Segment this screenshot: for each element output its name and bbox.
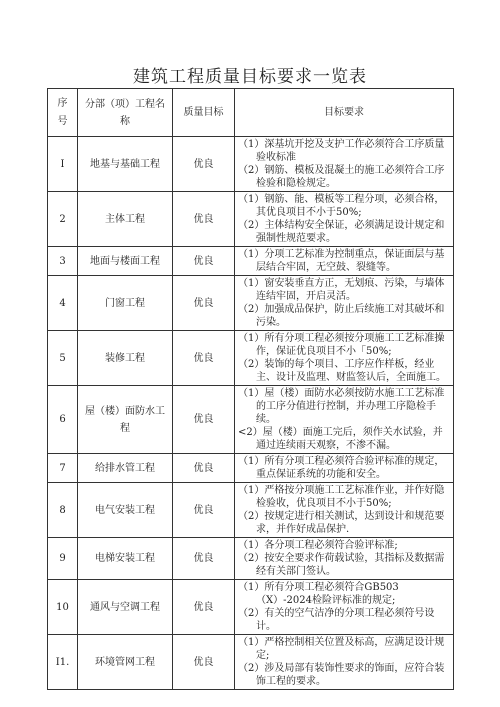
row-number: 2	[48, 192, 78, 247]
quality-goal: 优良	[173, 580, 235, 635]
table-row	[48, 276, 454, 331]
requirement-item: （2）主体结构安全保证，必须满足设计规定和强制性规范要求。	[238, 220, 445, 244]
quality-goals-table	[47, 88, 454, 690]
requirement-item: （1）屋（楼）面防水必须按防水施工工艺标准的工序分值进行控制，并办理工序隐检手续。	[238, 388, 445, 425]
requirement-item: （1）深基坑开挖及支护工作必须符合工序质量验收标准	[238, 139, 445, 163]
requirements-cell	[235, 331, 454, 386]
table-row	[48, 247, 454, 276]
quality-goal: 优良	[173, 247, 235, 276]
requirement-item: （2）按规定进行相关测试，达到设计和规范要求，并作好成品保护.	[238, 511, 445, 535]
page-title: 建筑工程质量目标要求一览表	[133, 67, 367, 87]
quality-goal: 优良	[173, 454, 235, 483]
requirement-item: （1）所有分项工程必须按分项施工工艺标准操作，保证优良项目不小「50%;	[238, 333, 445, 357]
requirement-item: <2）屋（楼）面施工完后，须作关水试验，并通过连续雨天观察，不渗不漏。	[238, 427, 443, 451]
requirements-cell	[235, 276, 454, 331]
row-number: 7	[48, 454, 78, 483]
requirement-item: （1）分项工艺标准为控制重点，保证面层与基层结合牢固，无空鼓、裂缝等。	[238, 249, 445, 273]
header-part: 分部（项）工程名称	[78, 89, 173, 137]
part-name: 主体工程	[78, 192, 173, 247]
header-no: 序号	[48, 89, 78, 137]
quality-goal: 优良	[173, 538, 235, 580]
quality-goal: 优良	[173, 276, 235, 331]
table-row	[48, 580, 454, 635]
row-number: I	[48, 137, 78, 192]
row-number: 5	[48, 331, 78, 386]
requirement-item: （2）钢筋、模板及混凝土的施工必须符合工序检验和隐检规定。	[238, 165, 445, 189]
part-name: 地基与基础工程	[78, 137, 173, 192]
requirements-cell	[235, 454, 454, 483]
part-name: 给排水管工程	[78, 454, 173, 483]
row-number: 4	[48, 276, 78, 331]
part-name: 装修工程	[78, 331, 173, 386]
requirements-cell	[235, 635, 454, 690]
requirements-cell	[235, 580, 454, 635]
requirement-item: （2）加强成品保护，防止后续施工对其破坏和污染。	[238, 304, 445, 328]
header-goal: 质量目标	[173, 89, 235, 137]
requirements-cell	[235, 386, 454, 454]
quality-goal: 优良	[173, 386, 235, 454]
requirement-item: （2）装饰的每个项目、工序应作样板，经业主、设计及监理、财监签认后，全面施工。	[238, 359, 446, 383]
requirement-item: （2）涉及局部有装饰性要求的饰面，应符合装饰工程的要求。	[238, 663, 445, 687]
part-name: 电气安装工程	[78, 483, 173, 538]
quality-goal: 优良	[173, 192, 235, 247]
requirements-cell	[235, 483, 454, 538]
table-row	[48, 137, 454, 192]
requirement-item: （2）有关的空气洁净的分项工程必须符号设计。	[238, 608, 435, 632]
requirement-item: （2）按安全要求作荷载试验，其指标及数据需经有关部门签认。	[238, 553, 445, 577]
part-name: 地面与楼面工程	[78, 247, 173, 276]
part-name: 门窗工程	[78, 276, 173, 331]
header-row	[48, 89, 454, 137]
table-row	[48, 192, 454, 247]
row-number: 3	[48, 247, 78, 276]
header-req: 目标要求	[235, 89, 454, 137]
requirements-cell	[235, 247, 454, 276]
row-number: 6	[48, 386, 78, 454]
requirement-item: （1）窗安装垂直方正，无划痕、污染，与墙体连结牢固，开启灵活。	[238, 278, 445, 302]
part-name: 电梯安装工程	[78, 538, 173, 580]
requirement-item: （1）严格控制相关位置及标高，应满足设计规定;	[238, 637, 445, 661]
requirements-cell	[235, 192, 454, 247]
quality-goal: 优良	[173, 137, 235, 192]
quality-goal: 优良	[173, 331, 235, 386]
quality-goal: 优良	[173, 635, 235, 690]
row-number: 8	[48, 483, 78, 538]
part-name: 环境管网工程	[78, 635, 173, 690]
row-number: 10	[48, 580, 78, 635]
table-row	[48, 538, 454, 580]
requirement-item: （1）各分项工程必须符合验评标准;	[238, 540, 398, 551]
quality-goal: 优良	[173, 483, 235, 538]
requirement-item: （1）钢筋、能、模板等工程分项，必须合格，其优良项目不小于50%;	[238, 194, 445, 218]
table-row	[48, 483, 454, 538]
requirement-item: （1）所有分项工程必须符合GB503（X）-2024检险评标准的规定;	[238, 582, 399, 606]
requirements-cell	[235, 538, 454, 580]
row-number: I1.	[48, 635, 78, 690]
requirement-item: （1）所有分项工程必须符合验评标准的规定，重点保证系统的功能和安全。	[238, 456, 445, 480]
table-row	[48, 386, 454, 454]
table-row	[48, 331, 454, 386]
row-number: 9	[48, 538, 78, 580]
part-name: 屋（楼）面防水工程	[78, 386, 173, 454]
table-row	[48, 635, 454, 690]
requirements-cell	[235, 137, 454, 192]
requirement-item: （1）严格按分项施工工艺标准作业，并作好隐检验收，优良项目不小于50%;	[238, 485, 445, 509]
part-name: 通风与空调工程	[78, 580, 173, 635]
table-row	[48, 454, 454, 483]
